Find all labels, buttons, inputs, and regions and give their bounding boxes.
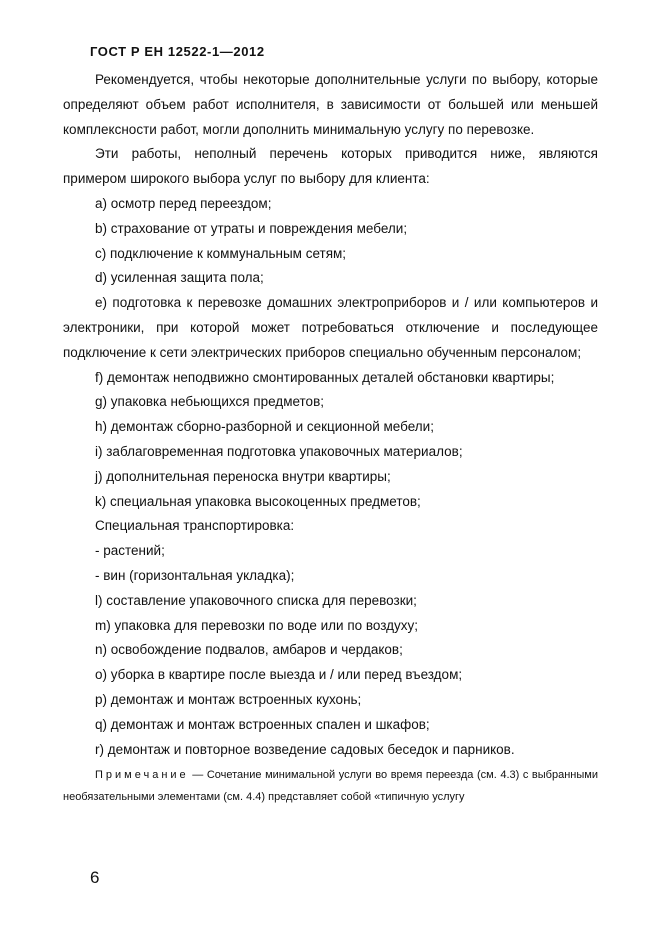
list-item: k) специальная упаковка высокоценных предметов;	[95, 493, 421, 509]
paragraph: Эти работы, неполный перечень которых приводится ниже, являются примером широкого выбора услуг по выбору для клиента:	[63, 146, 598, 187]
list-item: g) упаковка небьющихся предметов;	[95, 394, 324, 410]
list-item: e) подготовка к перевозке домашних электроприборов и / или компьютеров и электроники, при которой может потребоваться отключение и последующее подключение к сети электрических приборов специально обученным персоналом;	[63, 295, 598, 360]
list-item: q) демонтаж и монтаж встроенных спален и шкафов;	[95, 716, 430, 732]
note	[63, 764, 598, 808]
list-item: h) демонтаж сборно-разборной и секционной мебели;	[95, 419, 434, 435]
list-item: b) страхование от утраты и повреждения мебели;	[95, 220, 408, 236]
page-number: 6	[90, 868, 100, 887]
list-item: - вин (горизонтальная укладка);	[95, 567, 295, 583]
list-item: f) демонтаж неподвижно смонтированных деталей обстановки квартиры;	[95, 369, 555, 385]
list-item: l) составление упаковочного списка для перевозки;	[95, 592, 417, 608]
list-item: r) демонтаж и повторное возведение садовых беседок и парников.	[95, 741, 515, 757]
list-item: i) заблаговременная подготовка упаковочных материалов;	[95, 443, 463, 459]
list-item: p) демонтаж и монтаж встроенных кухонь;	[95, 691, 362, 707]
list-item: c) подключение к коммунальным сетям;	[95, 245, 347, 261]
document-body	[63, 68, 598, 808]
list-item: - растений;	[95, 543, 165, 559]
note-label: Примечание	[95, 769, 189, 782]
list-item: j) дополнительная переноска внутри квартиры;	[95, 468, 391, 484]
list-item: m) упаковка для перевозки по воде или по воздуху;	[95, 617, 419, 633]
document-header: ГОСТ Р ЕН 12522-1—2012	[90, 44, 265, 59]
paragraph: Рекомендуется, чтобы некоторые дополнительные услуги по выбору, которые определяют объем работ исполнителя, в зависимости от большей или меньшей комплексности работ, могли дополнить минимальную услугу по перевозке.	[63, 72, 598, 137]
list-item: o) уборка в квартире после выезда и / или перед въездом;	[95, 667, 463, 683]
list-item: n) освобождение подвалов, амбаров и чердаков;	[95, 642, 403, 658]
list-item: d) усиленная защита пола;	[95, 270, 264, 286]
list-item: a) осмотр перед переездом;	[95, 195, 272, 211]
note-text: — Сочетание минимальной услуги во время переезда (см. 4.3) с выбранными необязательными элементами (см. 4.4) представляет собой «типичную услугу	[63, 769, 598, 804]
list-subheading: Специальная транспортировка:	[95, 518, 295, 534]
